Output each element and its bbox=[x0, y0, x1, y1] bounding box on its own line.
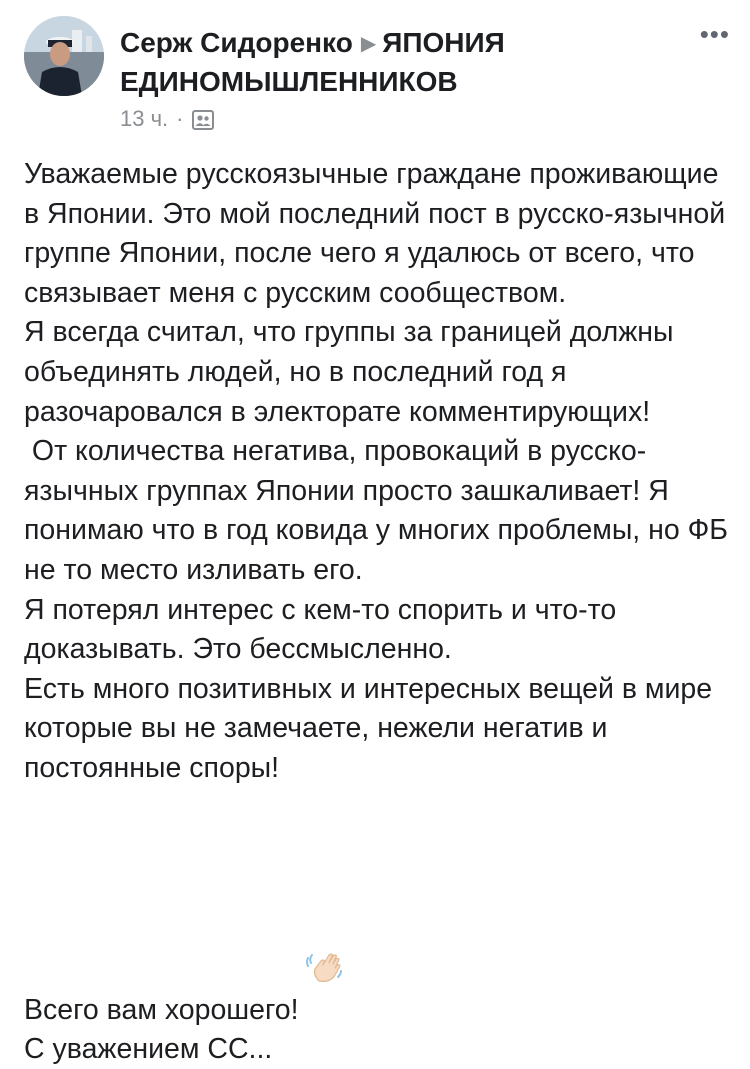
meta-separator: · bbox=[176, 106, 184, 131]
paragraph-gap bbox=[24, 789, 730, 868]
post-paragraph: Есть много позитивных и интересных вещей в мире которые вы не замечаете, нежели негатив и постоянные споры! bbox=[24, 672, 721, 784]
avatar[interactable] bbox=[24, 16, 104, 96]
closing-text: Всего вам хорошего! bbox=[24, 993, 299, 1026]
post-body bbox=[24, 155, 736, 1069]
post-timestamp[interactable]: 13 ч. bbox=[120, 106, 169, 131]
author-line bbox=[120, 24, 680, 101]
post-paragraph: Уважаемые русскоязычные граждане проживающие в Японии. Это мой последний пост в русско-язычной группе Японии, после чего я удалюсь от всего, что связывает меня с русским сообществом. bbox=[24, 158, 734, 309]
post-signature: С уважением СС... bbox=[24, 1032, 273, 1065]
post-paragraph: Я потерял интерес с кем-то спорить и что-то доказывать. Это бессмысленно. bbox=[24, 593, 625, 666]
post-header bbox=[24, 14, 730, 144]
author-name[interactable]: Серж Сидоренко bbox=[120, 27, 353, 58]
avatar-photo bbox=[24, 16, 104, 96]
header-text bbox=[120, 24, 680, 133]
more-horizontal-icon: ••• bbox=[699, 19, 730, 49]
post-meta bbox=[120, 105, 680, 133]
post-closing bbox=[24, 868, 730, 1030]
group-icon bbox=[192, 109, 214, 129]
arrow-right-icon: ▶ bbox=[360, 33, 377, 55]
post-paragraph: Я всегда считал, что группы за границей должны объединять людей, но в последний год я разочаровался в электорате комментирующих! bbox=[24, 316, 682, 428]
more-options-button[interactable] bbox=[699, 19, 730, 49]
post-paragraph: От количества негатива, провокаций в русско-язычных группах Японии просто зашкаливает! Я понимаю что в год ковида у многих проблемы, но ФБ не то место изливать его. bbox=[24, 435, 736, 586]
waving-hand-emoji bbox=[305, 868, 345, 908]
group-name[interactable]: ЯПОНИЯ ЕДИНОМЫШЛЕННИКОВ bbox=[120, 27, 505, 97]
